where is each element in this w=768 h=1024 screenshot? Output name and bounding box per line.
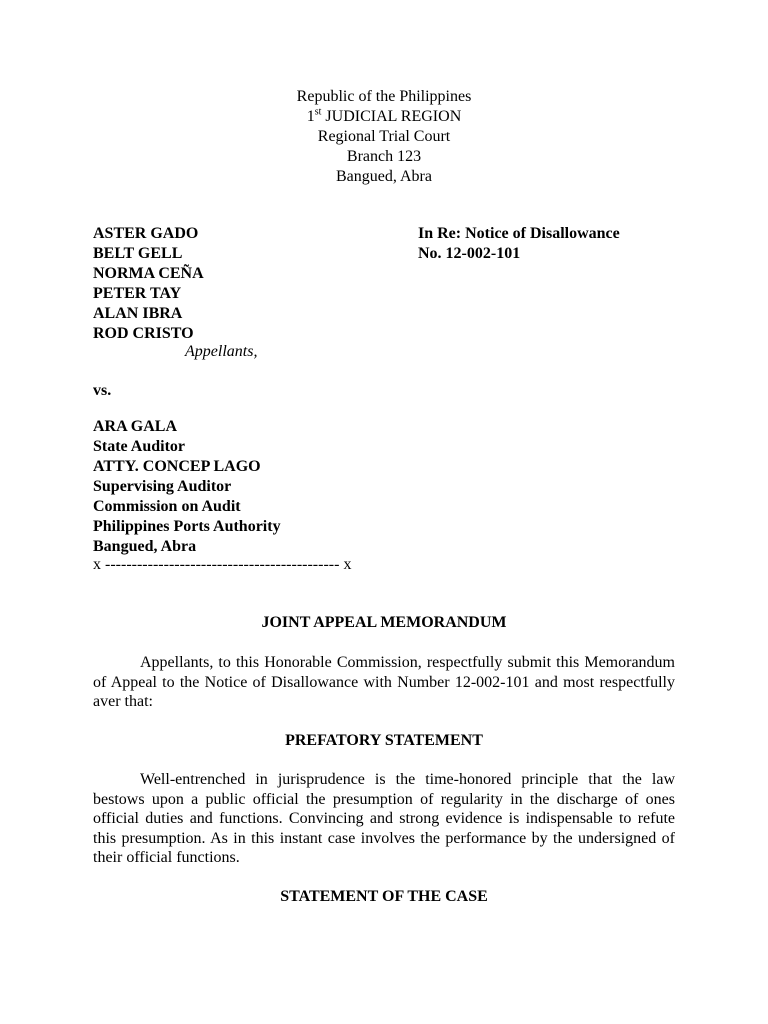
section-heading-statement-of-case: STATEMENT OF THE CASE xyxy=(280,888,488,905)
appellant-name: PETER TAY xyxy=(93,285,182,302)
section-heading-prefatory: PREFATORY STATEMENT xyxy=(285,732,483,749)
case-reference xyxy=(418,224,620,264)
header-republic: Republic of the Philippines xyxy=(296,88,472,105)
appellant-name: ROD CRISTO xyxy=(93,325,194,342)
header-court: Regional Trial Court xyxy=(317,128,451,145)
respondents-list xyxy=(93,417,281,557)
appellant-name: BELT GELL xyxy=(93,245,183,262)
case-reference-title: In Re: Notice of Disallowance xyxy=(418,225,620,242)
appellant-name: ASTER GADO xyxy=(93,225,199,242)
appellant-name: NORMA CEÑA xyxy=(93,265,204,282)
respondent-line: Commission on Audit xyxy=(93,498,241,515)
intro-paragraph: Appellants, to this Honorable Commission, respectfully submit this Memorandum of Appeal to the Notice of Disallowance with Number 12-002-101 and most respectfully aver that: xyxy=(93,654,675,711)
respondent-line: Supervising Auditor xyxy=(93,478,232,495)
respondent-line: ARA GALA xyxy=(93,418,178,435)
respondent-line: ATTY. CONCEP LAGO xyxy=(93,458,261,475)
caption-separator: x -------------------------------------------- x xyxy=(93,556,352,573)
appellant-name: ALAN IBRA xyxy=(93,305,183,322)
document-title: JOINT APPEAL MEMORANDUM xyxy=(261,614,507,631)
respondent-line: Philippines Ports Authority xyxy=(93,518,281,535)
respondent-line: State Auditor xyxy=(93,438,185,455)
court-header xyxy=(0,87,768,187)
header-location: Bangued, Abra xyxy=(336,168,432,185)
header-judicial-region: 1st JUDICIAL REGION xyxy=(306,106,462,125)
appellants-label: Appellants, xyxy=(185,343,258,360)
versus-label: vs. xyxy=(93,382,112,399)
header-branch: Branch 123 xyxy=(346,148,422,165)
case-reference-number: No. 12-002-101 xyxy=(418,245,521,262)
respondent-line: Bangued, Abra xyxy=(93,538,197,555)
prefatory-paragraph: Well-entrenched in jurisprudence is the time-honored principle that the law bestows upon a public official the presumption of regularity in the discharge of ones official duties and functions. Convincing and strong evidence is indispensable to refute this presumption. As in this instant case involves the performance by the undersigned of their official functions. xyxy=(93,771,675,867)
appellants-list xyxy=(93,224,204,344)
